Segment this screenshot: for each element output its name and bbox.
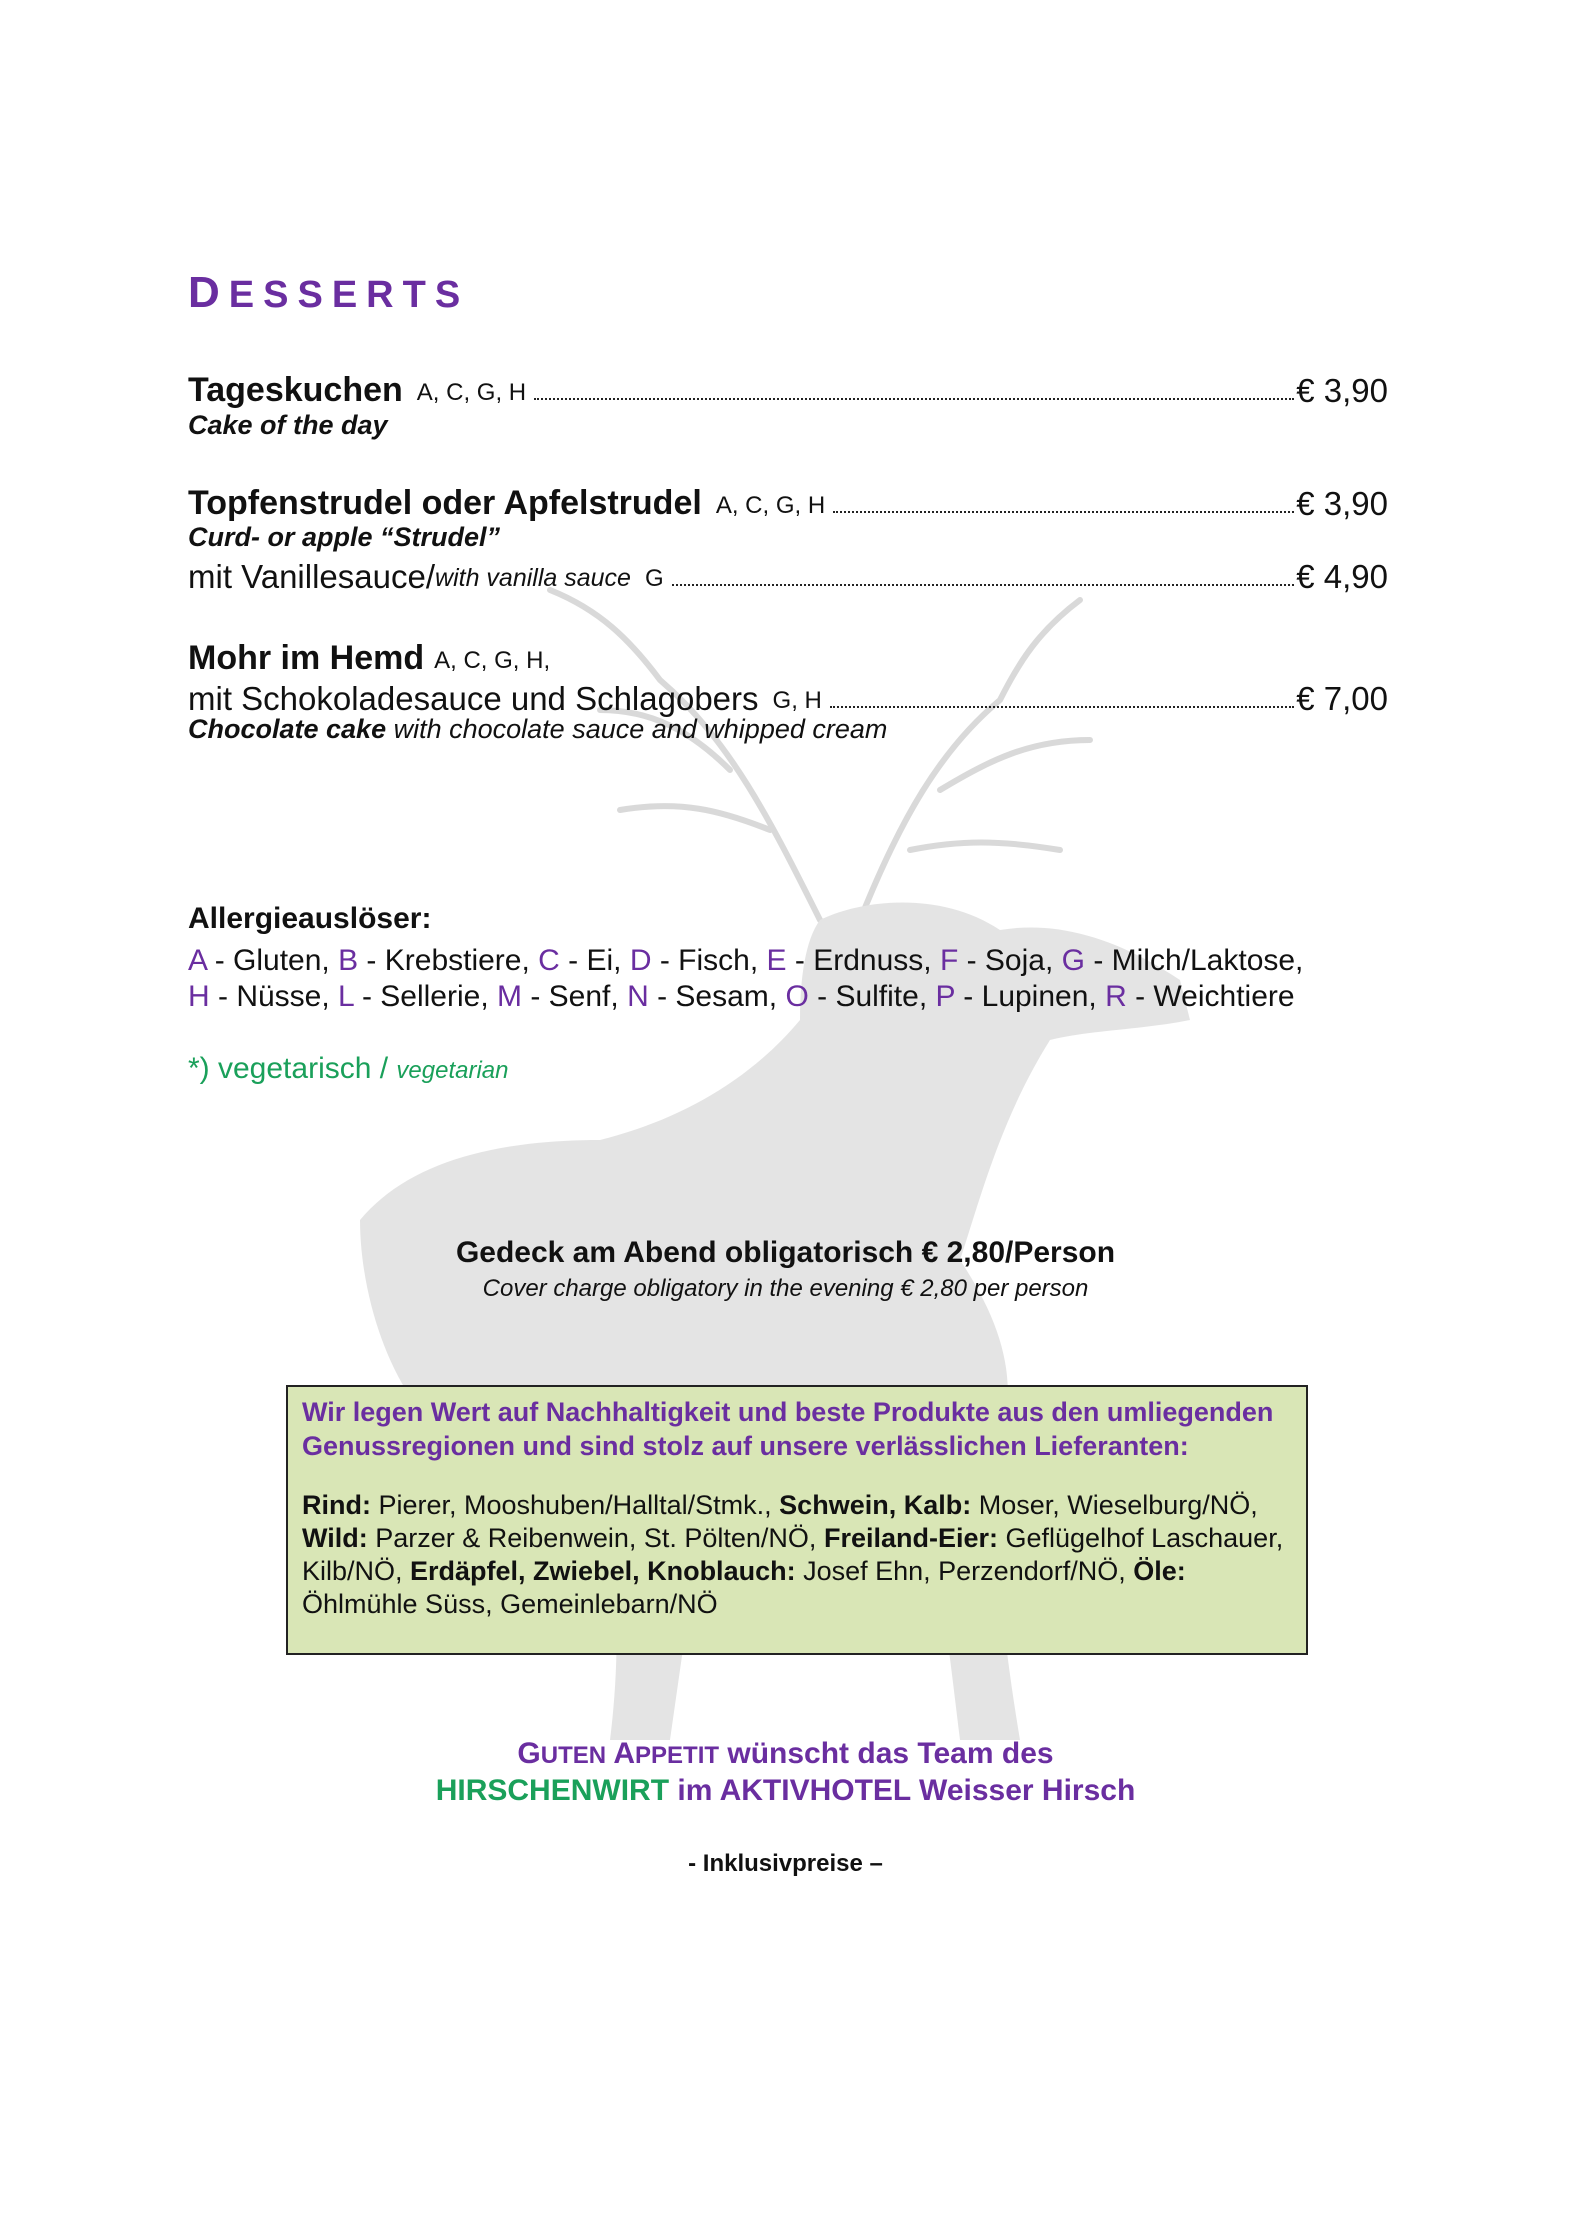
allergen-codes: A, C, G, H [416,379,527,406]
leader-dots [833,511,1294,513]
dessert-name: Topfenstrudel oder Apfelstrudel [188,484,702,522]
supplier-list: Rind: Pierer, Mooshuben/Halltal/Stmk., Schwein, Kalb: Moser, Wieselburg/NÖ, Wild: Parzer & Reibenwein, St. Pölten/NÖ, Freiland-Eier: Geflügelhof Laschauer, Kilb/NÖ, Erdäpfel, Zwiebel, Knoblauch: Josef Ehn, Perzendorf/NÖ, Öle: Öhlmühle Süss, Gemeinlebarn/NÖ [302,1490,1284,1619]
dessert-name: Mohr im Hemd [188,639,425,677]
price: € 3,90 [1296,485,1388,522]
dessert-item-mohr-sauce [188,674,1388,718]
allergen-codes: G [644,565,664,592]
vegetarian-note: *) vegetarisch / vegetarian [188,1052,509,1085]
leader-dots [534,398,1294,400]
brand-name: HIRSCHENWIRT [435,1774,670,1807]
cover-charge-english: Cover charge obligatory in the evening € 2,80 per person [482,1275,1089,1302]
leader-dots [830,706,1294,708]
price: € 7,00 [1296,680,1388,717]
inclusive-prices-note: - Inklusivpreise – [688,1850,883,1877]
closing-line-2: HIRSCHENWIRT im AKTIVHOTEL Weisser Hirsch [435,1774,1136,1807]
dessert-name: mit Vanillesauce/ [188,558,436,595]
dessert-item-strudel [188,479,1388,523]
closing-line-1: GUTEN APPETIT wünscht das Team des [517,1737,1054,1770]
dessert-english: Curd- or apple “Strudel” [188,522,501,552]
cover-charge: Gedeck am Abend obligatorisch € 2,80/Person [455,1236,1116,1269]
leader-dots [672,584,1295,586]
sustainability-box [286,1385,1308,1655]
dessert-item-mohr [188,634,1388,678]
dessert-item-tageskuchen [188,366,1388,410]
allergen-codes: A, C, G, H, [434,647,551,674]
price: € 4,90 [1296,558,1388,595]
dessert-english: Chocolate cake with chocolate sauce and whipped cream [188,714,888,744]
dessert-english: Cake of the day [188,410,388,440]
allergen-codes: G, H [772,687,822,714]
allergen-codes: A, C, G, H [715,492,826,519]
dessert-name: mit Schokoladesauce und Schlagobers [188,680,759,717]
sustainability-intro: Wir legen Wert auf Nachhaltigkeit und beste Produkte aus den umliegenden Genussregionen und sind stolz auf unsere verlässlichen Lieferanten: [302,1397,1274,1461]
price: € 3,90 [1296,372,1388,409]
section-title: DESSERTS [188,268,470,317]
allergy-line-2: H - Nüsse, L - Sellerie, M - Senf, N - Sesam, O - Sulfite, P - Lupinen, R - Weichtiere [188,980,1295,1013]
dessert-item-vanillesauce [188,552,1388,596]
dessert-name: Tageskuchen [188,371,403,409]
allergy-line-1: A - Gluten, B - Krebstiere, C - Ei, D - Fisch, E - Erdnuss, F - Soja, G - Milch/Laktose, [188,944,1304,977]
dessert-english: with vanilla sauce [435,564,631,592]
allergy-heading: Allergieauslöser: [188,902,432,935]
